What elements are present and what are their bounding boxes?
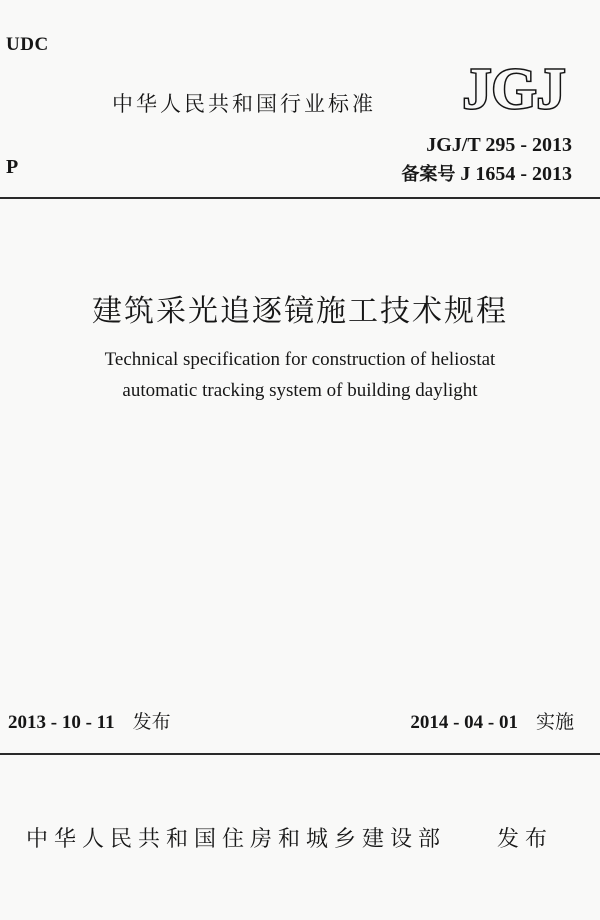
title-english-line-1: Technical specification for construction of heliostat [104,349,496,370]
release-date-value: 2013 - 10 - 11 [8,712,115,733]
category-label: P [6,156,19,178]
issuing-action: 发布 [497,827,554,852]
top-divider [0,197,600,199]
jgj-logo-text: JGJ [462,60,566,116]
implement-date-value: 2014 - 04 - 01 [410,712,518,733]
bottom-divider [0,753,600,755]
industry-standard-heading: 中华人民共和国行业标准 [112,92,376,116]
implement-date [410,707,574,734]
implement-label: 实施 [535,711,574,733]
udc-label: UDC [6,34,49,55]
record-label: 备案号 [401,164,456,185]
jgj-logo [455,60,573,116]
release-date [8,707,171,734]
record-value: J 1654 - 2013 [460,163,572,185]
record-number [401,160,572,186]
title-english [0,344,600,406]
title-english-line-2: automatic tracking system of building daylight [122,380,478,401]
release-label: 发布 [132,711,171,733]
issuing-authority: 中华人民共和国住房和城乡建设部 [26,827,447,852]
title-chinese: 建筑采光追逐镜施工技术规程 [92,294,508,329]
standard-number: JGJ/T 295 - 2013 [426,134,572,156]
